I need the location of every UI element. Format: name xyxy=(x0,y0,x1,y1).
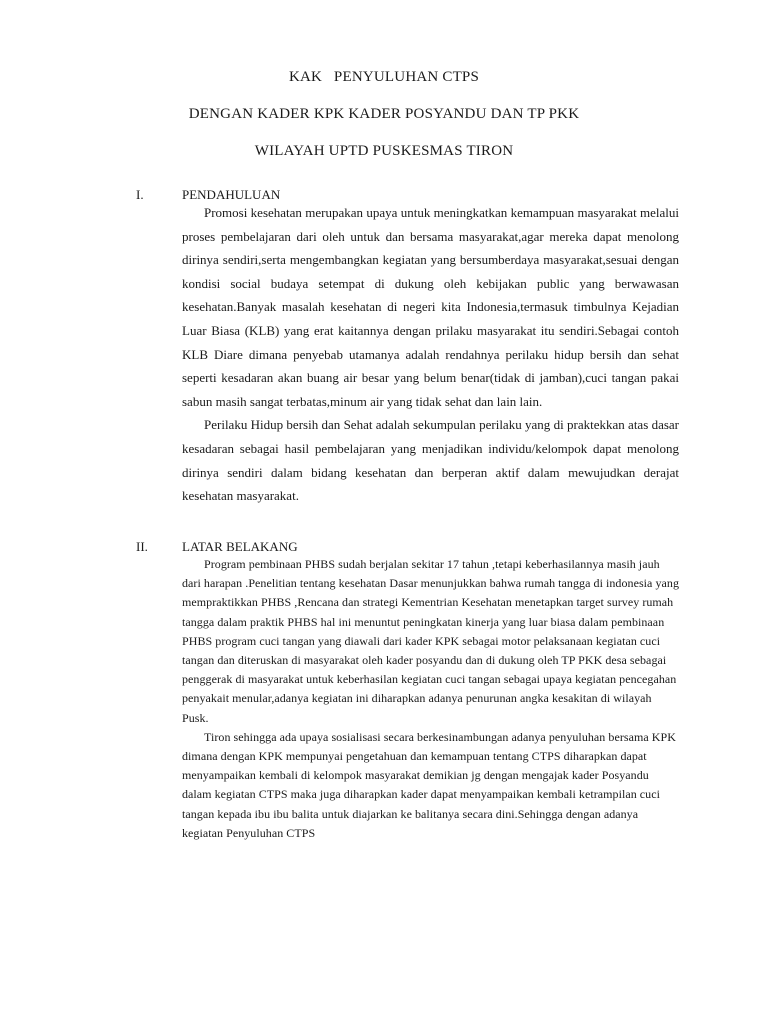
section-body xyxy=(182,555,679,843)
section-body xyxy=(182,201,679,508)
title-line-3: WILAYAH UPTD PUSKESMAS TIRON xyxy=(254,143,514,159)
paragraph: Tiron sehingga ada upaya sosialisasi secara berkesinambungan adanya penyuluhan bersama KPK dimana dengan KPK mempunyai pengetahuan dan kemampuan tentang CTPS diharapkan dapat menyampaikan kembali di kelompok masyarakat demikian jg dengan mengajak kader Posyandu dalam kegiatan CTPS maka juga diharapkan kader dapat menyampaikan kembali ketrampilan cuci tangan kepada ibu ibu balita untuk diajarkan ke balitanya secara dini.Sehingga dengan adanya kegiatan Penyuluhan CTPS xyxy=(182,729,676,840)
paragraph: Perilaku Hidup bersih dan Sehat adalah sekumpulan perilaku yang di praktekkan atas dasar kesadaran sebagai hasil pembelajaran yang menjadikan individu/kelompok dapat menolong dirinya sendiri dalam bidang kesehatan dan berperan aktif dalam mewujudkan derajat kesehatan masyarakat. xyxy=(182,417,679,504)
document-title xyxy=(0,66,768,162)
title-line-1: KAK PENYULUHAN CTPS xyxy=(288,69,480,85)
section-number: I. xyxy=(136,187,144,202)
paragraph: Program pembinaan PHBS sudah berjalan sekitar 17 tahun ,tetapi keberhasilannya masih jauh dari harapan .Penelitian tentang kesehatan Dasar menunjukkan bahwa rumah tangga di indonesia yang mempraktikkan PHBS ,Rencana dan strategi Kementrian Kesehatan menetapkan target survey rumah tangga dalam praktik PHBS hal ini menuntut peningkatan kinerja yang luar biasa dalam pembinaan PHBS program cuci tangan yang diawali dari kader KPK sebagai motor pelaksanaan kegiatan cuci tangan dan diteruskan di masyarakat oleh kader posyandu dan di dukung oleh TP PKK desa sebagai penggerak di masyarakat untuk keberhasilan kegiatan cuci tangan sebagai upaya kegiatan pencegahan penyakait menular,adanya kegiatan ini diharapkan adanya penurunan angka kesakitan di wilayah Pusk. xyxy=(182,557,680,725)
paragraph: Promosi kesehatan merupakan upaya untuk meningkatkan kemampuan masyarakat melalui proses pembelajaran dari oleh untuk dan bersama masyarakat,agar mereka dapat menolong dirinya sendiri,serta mengembangkan kegiatan yang bersumberdaya masyarakat,sesuai dengan kondisi social budaya setempat di dukung oleh kebijakan public yang berwawasan kesehatan.Banyak masalah kesehatan di negeri kita Indonesia,termasuk timbulnya Kejadian Luar Biasa (KLB) yang erat kaitannya dengan prilaku masyarakat itu sendiri.Sebagai contoh KLB Diare dimana penyebab utamanya adalah rendahnya perilaku hidup bersih dan sehat seperti kesadaran akan buang air besar yang belum benar(tidak di jamban),cuci tangan pakai sabun masih sangat terbatas,minum air yang tidak sehat dan lain lain. xyxy=(182,205,679,409)
section-number: II. xyxy=(136,539,148,554)
section-heading: PENDAHULUAN xyxy=(182,187,281,202)
section-heading: LATAR BELAKANG xyxy=(182,539,298,554)
title-line-2: DENGAN KADER KPK KADER POSYANDU DAN TP PKK xyxy=(188,106,580,122)
